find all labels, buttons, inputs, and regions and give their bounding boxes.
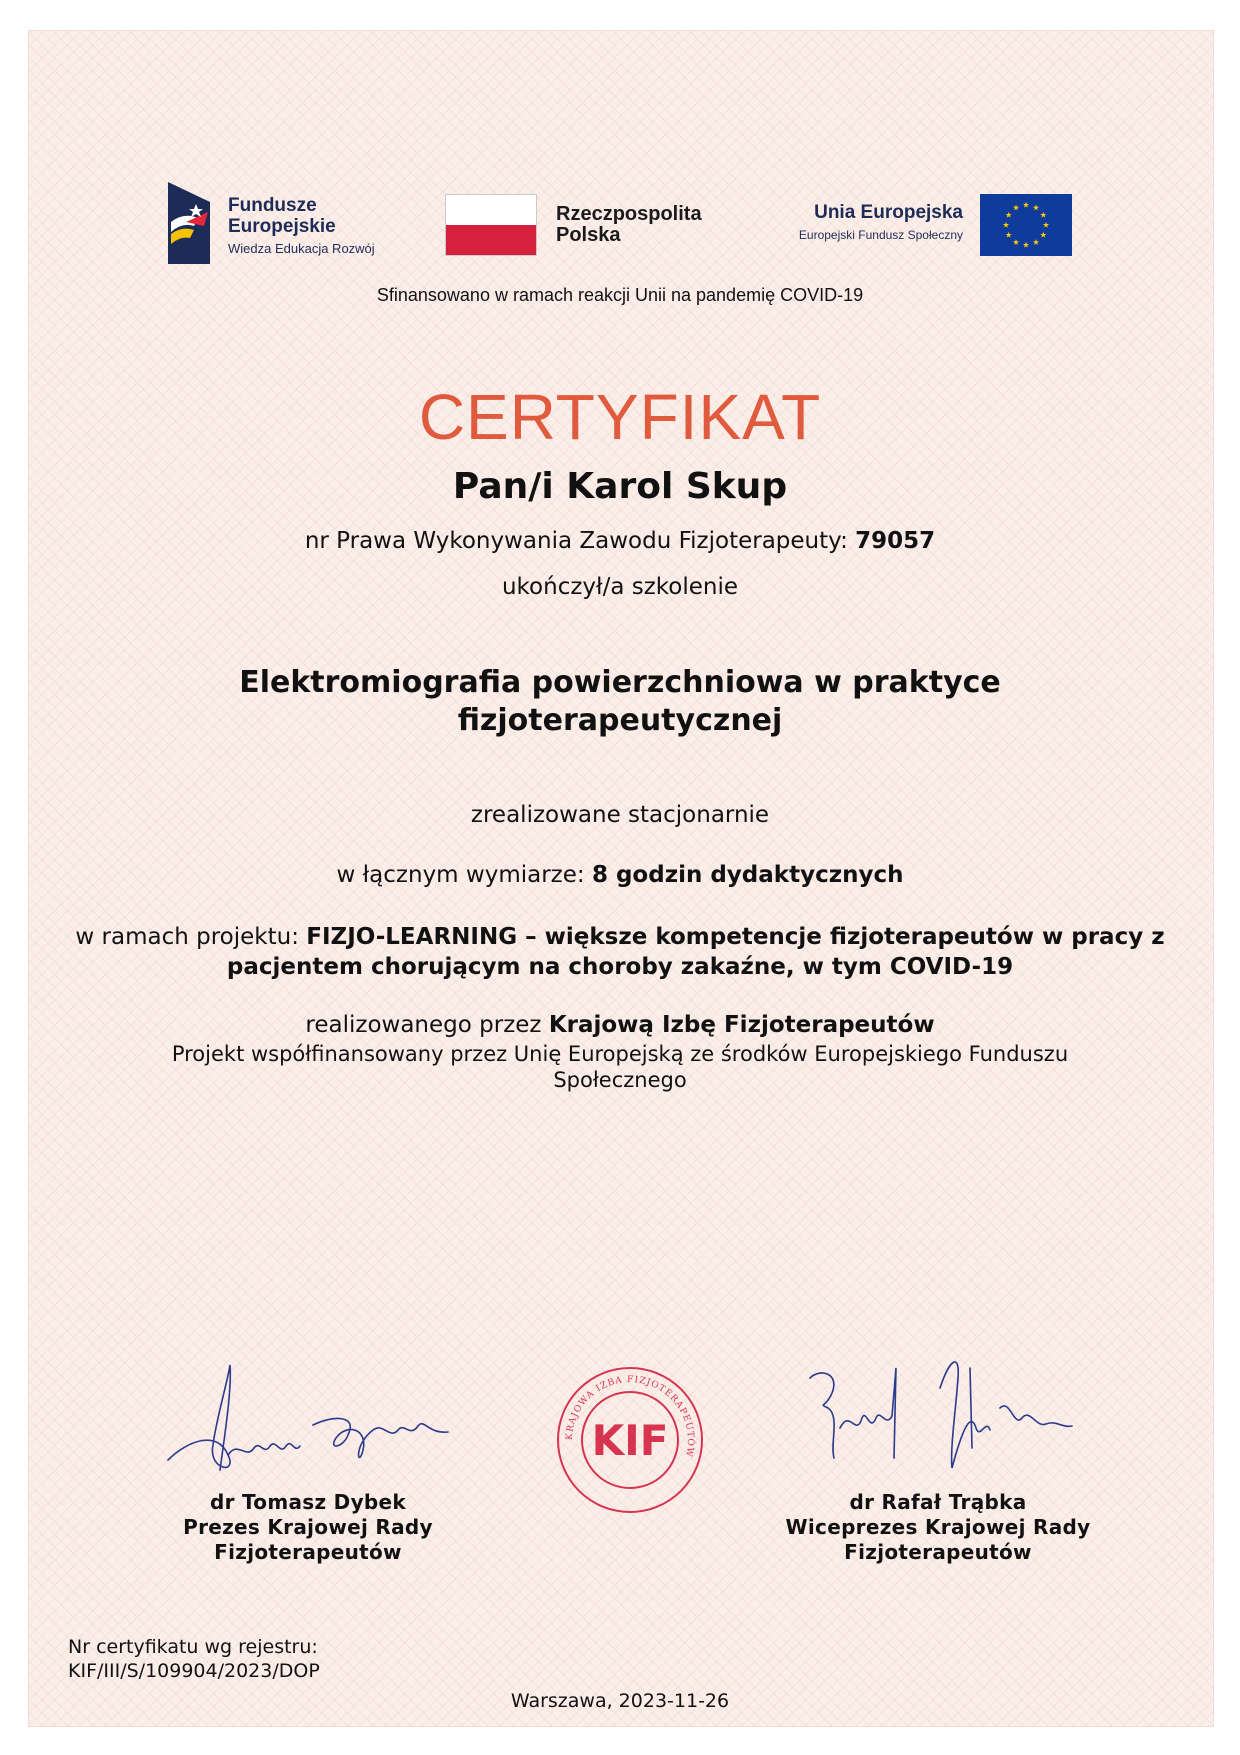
place-date: Warszawa, 2023-11-26	[510, 1690, 730, 1712]
signatory-left	[128, 1490, 488, 1565]
fe-logo-tagline: Wiedza Edukacja Rozwój	[228, 241, 375, 256]
eu-flag-icon	[980, 194, 1072, 256]
signatory-right	[758, 1490, 1118, 1565]
fe-logo-line2: Europejskie	[228, 216, 336, 237]
eu-star-icon	[1006, 232, 1012, 238]
fe-logo-line1: Fundusze	[228, 195, 317, 216]
cofinancing-note: Projekt współfinansowany przez Unię Europejską ze środków Europejskiego Funduszu Społecznego	[171, 1042, 1069, 1092]
eu-star-icon	[1033, 204, 1039, 210]
project-line	[70, 922, 1170, 982]
hours-value: 8 godzin dydaktycznych	[591, 862, 904, 888]
eu-star-icon	[1023, 242, 1029, 248]
project-label: w ramach projektu:	[75, 924, 299, 950]
eu-logo-subtitle: Europejski Fundusz Społeczny	[798, 228, 963, 242]
course-mode: zrealizowane stacjonarnie	[470, 802, 770, 828]
eu-star-icon	[1040, 232, 1046, 238]
licence-label: nr Prawa Wykonywania Zawodu Fizjoterapeuty:	[304, 528, 848, 554]
eu-logo-title: Unia Europejska	[814, 202, 963, 223]
course-hours	[0, 862, 1240, 888]
pl-logo-line2: Polska	[556, 224, 621, 246]
recipient-name: Pan/i Karol Skup	[452, 466, 788, 507]
fundusze-europejskie-icon	[168, 182, 210, 264]
signature-right	[800, 1348, 1080, 1478]
stamp-logo: KIF	[591, 1416, 669, 1465]
pl-logo-line1: Rzeczpospolita	[556, 203, 702, 225]
course-title	[0, 664, 1240, 740]
eu-star-icon	[1040, 212, 1046, 218]
signatory-right-name: dr Rafał Trąbka	[849, 1490, 1027, 1514]
licence-line	[0, 528, 1240, 554]
signatory-right-role1: Wiceprezes Krajowej Rady	[785, 1515, 1091, 1539]
eu-star-icon	[1013, 204, 1019, 210]
completed-text: ukończył/a szkolenie	[501, 574, 739, 600]
registry-number-block	[68, 1635, 320, 1683]
eu-star-icon	[1023, 202, 1029, 208]
eu-star-icon	[1003, 222, 1009, 228]
kif-stamp	[555, 1365, 705, 1515]
organizer-name: Krajową Izbę Fizjoterapeutów	[548, 1012, 935, 1038]
registry-label: Nr certyfikatu wg rejestru:	[68, 1636, 318, 1658]
fe-logo-title	[228, 195, 336, 237]
funding-note: Sfinansowano w ramach reakcji Unii na pandemię COVID-19	[376, 285, 864, 305]
course-title-line2: fizjoterapeutycznej	[457, 703, 783, 738]
organizer-line	[0, 1012, 1240, 1038]
eu-star-icon	[1006, 212, 1012, 218]
eu-star-icon	[1033, 239, 1039, 245]
signatory-left-role2: Fizjoterapeutów	[214, 1540, 402, 1564]
signature-left	[158, 1360, 458, 1480]
eu-star-icon	[1013, 239, 1019, 245]
stamp-ring-text: KRAJOWA IZBA FIZJOTERAPEUTÓW	[564, 1374, 696, 1459]
organizer-label: realizowanego przez	[305, 1012, 542, 1038]
eu-star-icon	[1043, 222, 1049, 228]
signatory-right-role2: Fizjoterapeutów	[844, 1540, 1032, 1564]
licence-number: 79057	[855, 528, 936, 554]
pl-logo-text	[556, 204, 702, 246]
course-title-line1: Elektromiografia powierzchniowa w praktyce	[239, 665, 1001, 700]
hours-label: w łącznym wymiarze:	[336, 862, 585, 888]
signatory-left-name: dr Tomasz Dybek	[209, 1490, 407, 1514]
polish-flag-icon	[445, 194, 537, 256]
signatory-left-role1: Prezes Krajowej Rady	[183, 1515, 433, 1539]
certificate-title: CERTYFIKAT	[418, 381, 822, 453]
registry-number: KIF/III/S/109904/2023/DOP	[68, 1660, 320, 1682]
project-name: FIZJO-LEARNING – większe kompetencje fizjoterapeutów w pracy z pacjentem chorującym na choroby zakaźne, w tym COVID-19	[226, 924, 1165, 980]
